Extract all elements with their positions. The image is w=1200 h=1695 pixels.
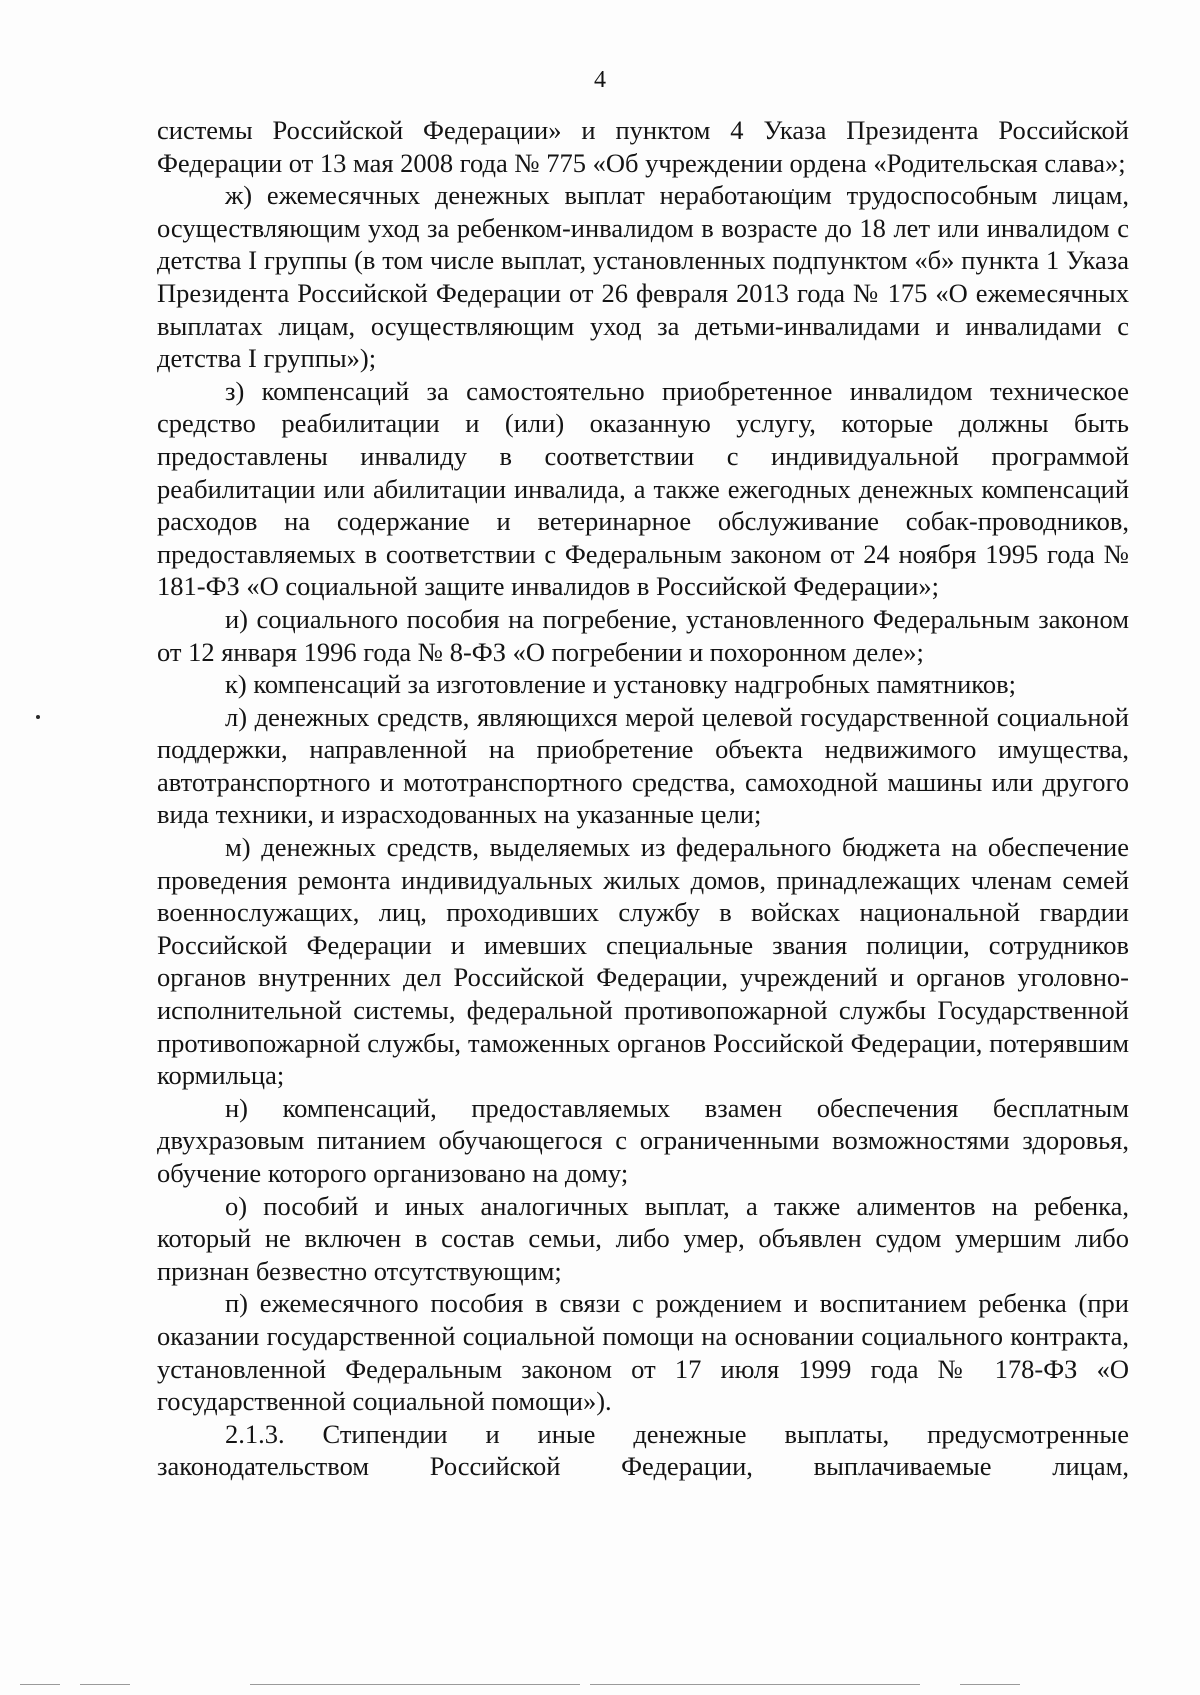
page-number: 4 — [594, 67, 606, 93]
scan-speck — [36, 715, 40, 719]
scan-border-line — [590, 1684, 920, 1685]
scan-border-line — [80, 1684, 130, 1685]
scan-border-line — [20, 1684, 60, 1685]
paragraph-i: и) социального пособия на погребение, установленного Федеральным законом от 12 января 1996 года № 8-ФЗ «О погребении и похоронном деле»; — [157, 603, 1129, 667]
paragraph-k: к) компенсаций за изготовление и установку надгробных памятников; — [225, 669, 1016, 700]
paragraph-zh: ж) ежемесячных денежных выплат неработающим трудоспособным лицам, осуществляющим уход за ребенком-инвалидом в возрасте до 18 лет или инвалидом с детства I группы (в том числе выплат, установленных подпунктом «б» пункта 1 Указа Президента Российской Федерации от 26 февраля 2013 года № 175 «О ежемесячных выплатах лицам, осуществляющим уход за детьми-инвалидами и инвалидами с детства I группы»); — [157, 180, 1129, 374]
paragraph-l: л) денежных средств, являющихся мерой целевой государственной социальной поддержки, направленной на приобретение объекта недвижимого имущества, автотранспортного и мототранспортного средства, самоходной машины или другого вида техники, и израсходованных на указанные цели; — [157, 701, 1129, 830]
paragraph-p: п) ежемесячного пособия в связи с рождением и воспитанием ребенка (при оказании государственной социальной помощи на основании социального контракта, установленной Федеральным законом от 17 июля 1999 года № 178-ФЗ «О государственной социальной помощи»). — [157, 1288, 1129, 1417]
scan-border-line — [250, 1684, 580, 1685]
paragraph-o: о) пособий и иных аналогичных выплат, а также алиментов на ребенка, который не включен в состав семьи, либо умер, объявлен судом умершим либо признан безвестно отсутствующим; — [157, 1190, 1129, 1286]
document-body — [157, 114, 1129, 1483]
paragraph-continuation: системы Российской Федерации» и пунктом 4 Указа Президента Российской Федерации от 13 мая 2008 года № 775 «Об учреждении ордена «Родительская слава»; — [157, 115, 1129, 178]
scan-border-line — [960, 1684, 1020, 1685]
paragraph-z: з) компенсаций за самостоятельно приобретенное инвалидом техническое средство реабилитации и (или) оказанную услугу, которые должны быть предоставлены инвалиду в соответствии с индивидуальной программой реабилитации или абилитации инвалида, а также ежегодных денежных компенсаций расходов на содержание и ветеринарное обслуживание собак-проводников, предоставляемых в соответствии с Федеральным законом от 24 ноября 1995 года № 181-ФЗ «О социальной защите инвалидов в Российской Федерации»; — [157, 375, 1129, 602]
paragraph-n: н) компенсаций, предоставляемых взамен обеспечения бесплатным двухразовым питанием обучающегося с ограниченными возможностями здоровья, обучение которого организовано на дому; — [157, 1092, 1129, 1188]
paragraph-2-1-3: 2.1.3. Стипендии и иные денежные выплаты, предусмотренные законодательством Российской Федерации, выплачиваемые лицам, — [157, 1418, 1129, 1482]
paragraph-m: м) денежных средств, выделяемых из федерального бюджета на обеспечение проведения ремонта индивидуальных жилых домов, принадлежащих членам семей военнослужащих, лиц, проходивших службу в войсках национальной гвардии Российской Федерации и имевших специальные звания полиции, сотрудников органов внутренних дел Российской Федерации, учреждений и органов уголовно-исполнительной системы, федеральной противопожарной службы Государственной противопожарной службы, таможенных органов Российской Федерации, потерявшим кормильца; — [157, 832, 1129, 1091]
